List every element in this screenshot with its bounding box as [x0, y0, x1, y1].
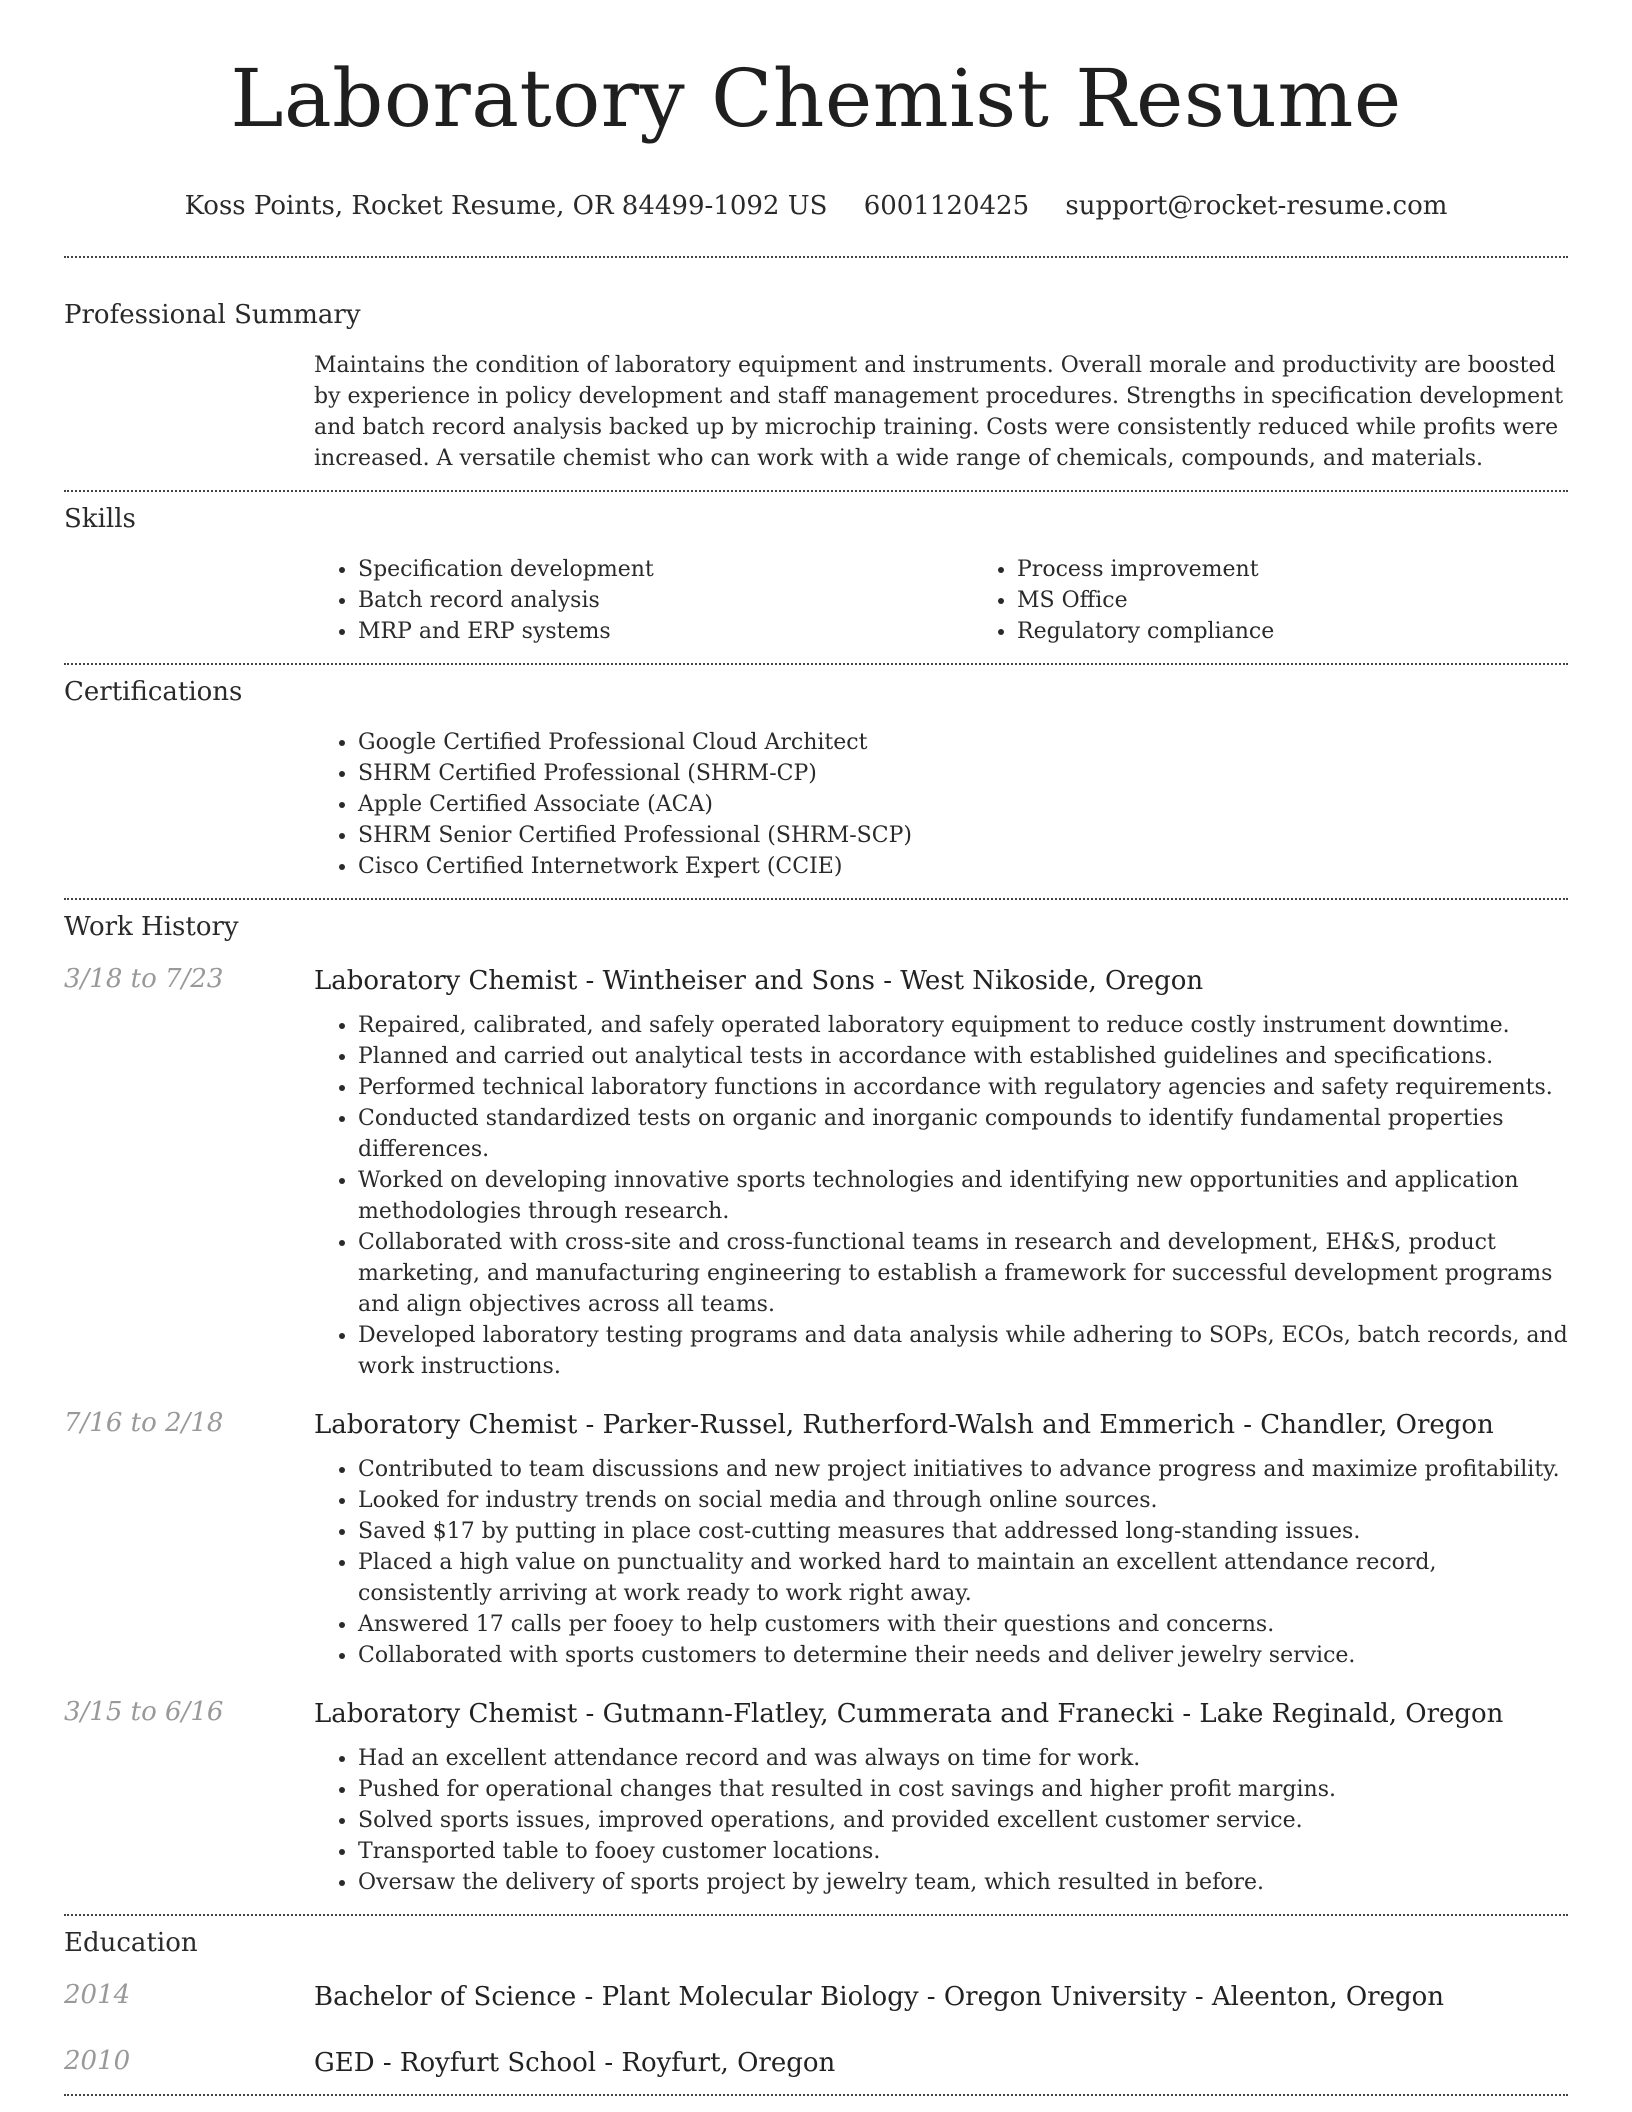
list-item: • Apple Certified Associate (ACA) — [358, 789, 1568, 820]
list-item: • Cisco Certified Internetwork Expert (CCIE) — [358, 851, 1568, 882]
education-entry — [64, 2046, 1568, 2080]
education-year: 2010 — [64, 2046, 131, 2076]
job-dates: 3/15 to 6/16 — [64, 1697, 224, 1727]
list-item: • MS Office — [1017, 585, 1632, 616]
section-divider — [64, 256, 1568, 258]
section-divider — [64, 1914, 1568, 1916]
job-title: Laboratory Chemist - Gutmann-Flatley, Cummerata and Franecki - Lake Reginald, Oregon — [314, 1699, 1504, 1729]
section-divider — [64, 898, 1568, 900]
skills-list — [314, 554, 1632, 647]
job-title: Laboratory Chemist - Parker-Russel, Rutherford-Walsh and Emmerich - Chandler, Oregon — [314, 1410, 1494, 1440]
summary-heading: Professional Summary — [64, 300, 361, 330]
certifications-heading: Certifications — [64, 677, 243, 707]
job-bullets — [314, 1010, 1568, 1382]
education-degree: Bachelor of Science - Plant Molecular Biology - Oregon University - Aleenton, Oregon — [314, 1982, 1445, 2012]
list-item: • Solved sports issues, improved operations, and provided excellent customer service. — [358, 1805, 1568, 1836]
list-item: • Repaired, calibrated, and safely operated laboratory equipment to reduce costly instrument downtime. — [358, 1010, 1568, 1041]
job-entry — [64, 964, 1568, 1382]
list-item: • Looked for industry trends on social media and through online sources. — [358, 1485, 1568, 1516]
list-item: • Regulatory compliance — [1017, 616, 1632, 647]
contact-email: support@rocket-resume.com — [1065, 191, 1448, 221]
job-title: Laboratory Chemist - Wintheiser and Sons - West Nikoside, Oregon — [314, 966, 1204, 996]
list-item: • Collaborated with sports customers to determine their needs and deliver jewelry service. — [358, 1640, 1568, 1671]
section-divider — [64, 663, 1568, 665]
list-item: • Oversaw the delivery of sports project by jewelry team, which resulted in before. — [358, 1867, 1568, 1898]
education-heading: Education — [64, 1928, 198, 1958]
education-section — [64, 1926, 1568, 2080]
skills-column-1 — [314, 554, 973, 647]
resume-header — [64, 0, 1568, 222]
list-item: • Batch record analysis — [358, 585, 973, 616]
list-item: • Process improvement — [1017, 554, 1632, 585]
list-item: • Contributed to team discussions and new project initiatives to advance progress and maximize profitability. — [358, 1454, 1568, 1485]
list-item: • Pushed for operational changes that resulted in cost savings and higher profit margins. — [358, 1774, 1568, 1805]
education-year: 2014 — [64, 1980, 131, 2010]
job-dates: 3/18 to 7/23 — [64, 964, 224, 994]
job-dates: 7/16 to 2/18 — [64, 1408, 224, 1438]
summary-section — [64, 298, 1568, 474]
contact-address: Koss Points, Rocket Resume, OR 84499-1092 US — [184, 191, 828, 221]
list-item: • Performed technical laboratory functions in accordance with regulatory agencies and safety requirements. — [358, 1072, 1568, 1103]
page-title: Laboratory Chemist Resume — [230, 52, 1402, 145]
job-entry — [64, 1408, 1568, 1671]
list-item: • Had an excellent attendance record and was always on time for work. — [358, 1743, 1568, 1774]
list-item: • Saved $17 by putting in place cost-cutting measures that addressed long-standing issues. — [358, 1516, 1568, 1547]
list-item: • SHRM Certified Professional (SHRM-CP) — [358, 758, 1568, 789]
job-bullets — [314, 1454, 1568, 1671]
list-item: • Worked on developing innovative sports technologies and identifying new opportunities and application methodologies through research. — [358, 1165, 1568, 1227]
list-item: • SHRM Senior Certified Professional (SHRM-SCP) — [358, 820, 1568, 851]
skills-section — [64, 502, 1568, 647]
skills-column-2 — [973, 554, 1632, 647]
list-item: • Conducted standardized tests on organic and inorganic compounds to identify fundamental properties differences. — [358, 1103, 1568, 1165]
skills-heading: Skills — [64, 504, 136, 534]
contact-line — [64, 190, 1568, 222]
list-item: • Developed laboratory testing programs and data analysis while adhering to SOPs, ECOs, batch records, and work instructions. — [358, 1320, 1568, 1382]
list-item: • Placed a high value on punctuality and worked hard to maintain an excellent attendance record, consistently arriving at work ready to work right away. — [358, 1547, 1568, 1609]
list-item: • Google Certified Professional Cloud Architect — [358, 727, 1568, 758]
job-bullets — [314, 1743, 1568, 1898]
section-divider — [64, 490, 1568, 492]
list-item: • MRP and ERP systems — [358, 616, 973, 647]
contact-phone: 6001120425 — [863, 191, 1030, 221]
education-degree: GED - Royfurt School - Royfurt, Oregon — [314, 2048, 836, 2078]
list-item: • Planned and carried out analytical tests in accordance with established guidelines and specifications. — [358, 1041, 1568, 1072]
certifications-section — [64, 675, 1568, 882]
work-history-section — [64, 910, 1568, 1898]
list-item: • Collaborated with cross-site and cross-functional teams in research and development, EH&S, product marketing, and manufacturing engineering to establish a framework for successful development programs and align objectives across all teams. — [358, 1227, 1568, 1320]
job-entry — [64, 1697, 1568, 1898]
list-item: • Transported table to fooey customer locations. — [358, 1836, 1568, 1867]
education-entry — [64, 1980, 1568, 2014]
list-item: • Answered 17 calls per fooey to help customers with their questions and concerns. — [358, 1609, 1568, 1640]
work-history-heading: Work History — [64, 912, 239, 942]
certifications-list — [314, 727, 1568, 882]
summary-text: Maintains the condition of laboratory equipment and instruments. Overall morale and productivity are boosted by experience in policy development and staff management procedures. Strengths in specification development and batch record analysis backed up by microchip training. Costs were consistently reduced while profits were increased. A versatile chemist who can work with a wide range of chemicals, compounds, and materials. — [314, 353, 1564, 471]
section-divider — [64, 2094, 1568, 2096]
list-item: • Specification development — [358, 554, 973, 585]
